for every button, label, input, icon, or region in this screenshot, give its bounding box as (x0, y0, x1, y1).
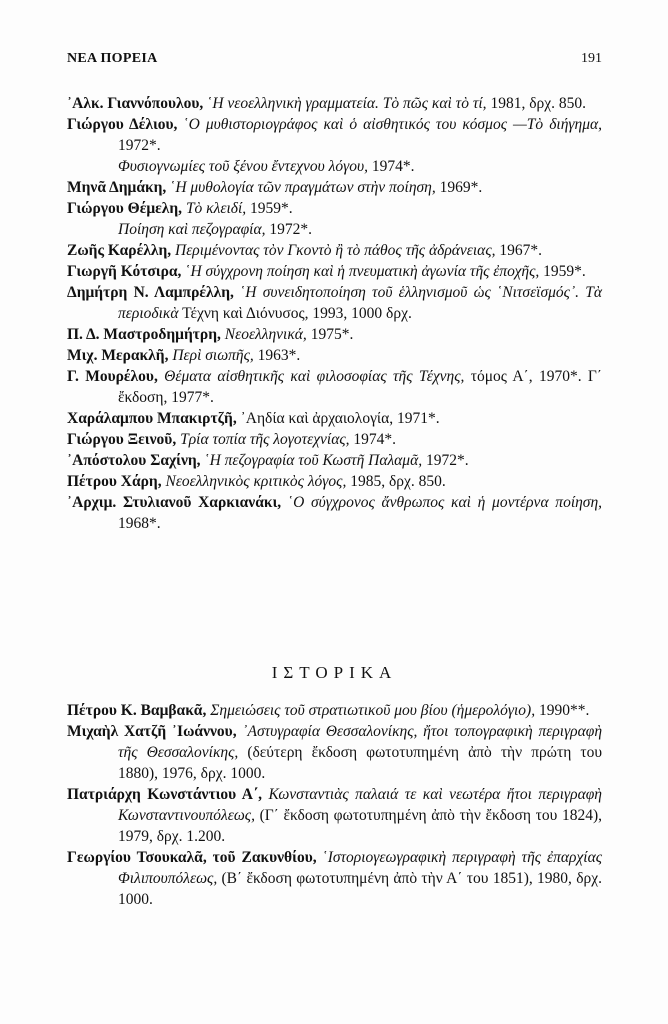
bibliography-entry: Μιχ. Μερακλῆ, Περὶ σιωπῆς, 1963*. (67, 347, 301, 364)
journal-title: ΝΕΑ ΠΟΡΕΙΑ (67, 51, 158, 66)
bibliography-entry: Γιωργῆ Κότσιρα, ῾Η σύγχρονη ποίηση καὶ ἡ πνευματικὴ ἀγωνία τῆς ἐποχῆς, 1959*. (67, 263, 586, 280)
bibliography-entry: Π. Δ. Μαστροδημήτρη, Νεοελληνικά, 1975*. (67, 326, 354, 343)
bibliography-list-criticism (67, 93, 602, 534)
bibliography-entry: Γιώργου Δέλιου, ῾Ο μυθιστοριογράφος καὶ ὁ αἰσθητικός του κόσμος —Τὸ διήγημα, 1972*. Φυσιογνωμίες τοῦ ξένου ἔντεχνου λόγου, 1974*. (67, 116, 602, 175)
bibliography-entry: ᾿Απόστολου Σαχίνη, ῾Η πεζογραφία τοῦ Κωστῆ Παλαμᾶ, 1972*. (67, 452, 469, 469)
bibliography-list-history (67, 700, 602, 910)
bibliography-entry: Γεωργίου Τσουκαλᾶ, τοῦ Ζακυνθίου, ῾Ιστοριογεωγραφικὴ περιγραφὴ τῆς ἐπαρχίας Φιλιπουπόλεως, (Β΄ ἔκδοση φωτοτυπημένη ἀπὸ τὴν Α΄ του 1851), 1980, δρχ. 1000. (67, 849, 603, 908)
bibliography-entry: Πέτρου Χάρη, Νεοελληνικὸς κριτικὸς λόγος, 1985, δρχ. 850. (67, 473, 446, 490)
section-heading: ΙΣΤΟΡΙΚΑ (271, 663, 398, 682)
bibliography-entry: Χαράλαμπου Μπακιρτζῆ, ᾿Αηδία καὶ ἀρχαιολογία, 1971*. (67, 410, 440, 427)
bibliography-entry: ᾿Αλκ. Γιαννόπουλου, ῾Η νεοελληνικὴ γραμματεία. Τὸ πῶς καὶ τὸ τί, 1981, δρχ. 850. (67, 95, 586, 112)
bibliography-entry: Γιώργου Θέμελη, Τὸ κλειδί, 1959*. Ποίηση καὶ πεζογραφία, 1972*. (67, 200, 312, 238)
bibliography-entry: ᾿Αρχιμ. Στυλιανοῦ Χαρκιανάκι, ῾Ο σύγχρονος ἄνθρωπος καὶ ἡ μοντέρνα ποίηση, 1968*. (67, 494, 603, 532)
bibliography-entry: Γιώργου Ξεινοῦ, Τρία τοπία τῆς λογοτεχνίας, 1974*. (67, 431, 397, 448)
bibliography-entry: Δημήτρη Ν. Λαμπρέλλη, ῾Η συνειδητοποίηση τοῦ ἑλληνισμοῦ ὡς ῾Νιτσεϊσμός᾽. Τὰ περιοδικὰ Τέχνη καὶ Διόνυσος, 1993, 1000 δρχ. (67, 284, 602, 322)
bibliography-entry: Μιχαὴλ Χατζῆ ᾿Ιωάννου, ᾿Αστυγραφία Θεσσαλονίκης, ἤτοι τοπογραφικὴ περιγραφὴ τῆς Θεσσαλονίκης, (δεύτερη ἔκδοση φωτοτυπημένη ἀπὸ τὴν πρώτη του 1880), 1976, δρχ. 1000. (67, 723, 603, 782)
bibliography-entry: Μηνᾶ Δημάκη, ῾Η μυθολογία τῶν πραγμάτων στὴν ποίηση, 1969*. (67, 179, 483, 196)
bibliography-entry: Πατριάρχη Κωνστάντιου Α΄, Κωνσταντιὰς παλαιά τε καὶ νεωτέρα ἤτοι περιγραφὴ Κωνσταντινουπόλεως, (Γ΄ ἔκδοση φωτοτυπημένη ἀπὸ τὴν ἔκδοση του 1824), 1979, δρχ. 1.200. (67, 786, 602, 845)
bibliography-entry: Ζωῆς Καρέλλη, Περιμένοντας τὸν Γκοντὸ ἢ τὸ πάθος τῆς ἀδράνειας, 1967*. (67, 242, 542, 259)
page-number: 191 (581, 51, 602, 66)
running-head (67, 51, 602, 71)
bibliography-entry: Γ. Μουρέλου, Θέματα αἰσθητικῆς καὶ φιλοσοφίας τῆς Τέχνης, τόμος Α΄, 1970*. Γ΄ ἔκδοση, 1977*. (67, 368, 603, 406)
bibliography-entry: Πέτρου Κ. Βαμβακᾶ, Σημειώσεις τοῦ στρατιωτικοῦ μου βίου (ἡμερολόγιο), 1990**. (67, 702, 590, 719)
